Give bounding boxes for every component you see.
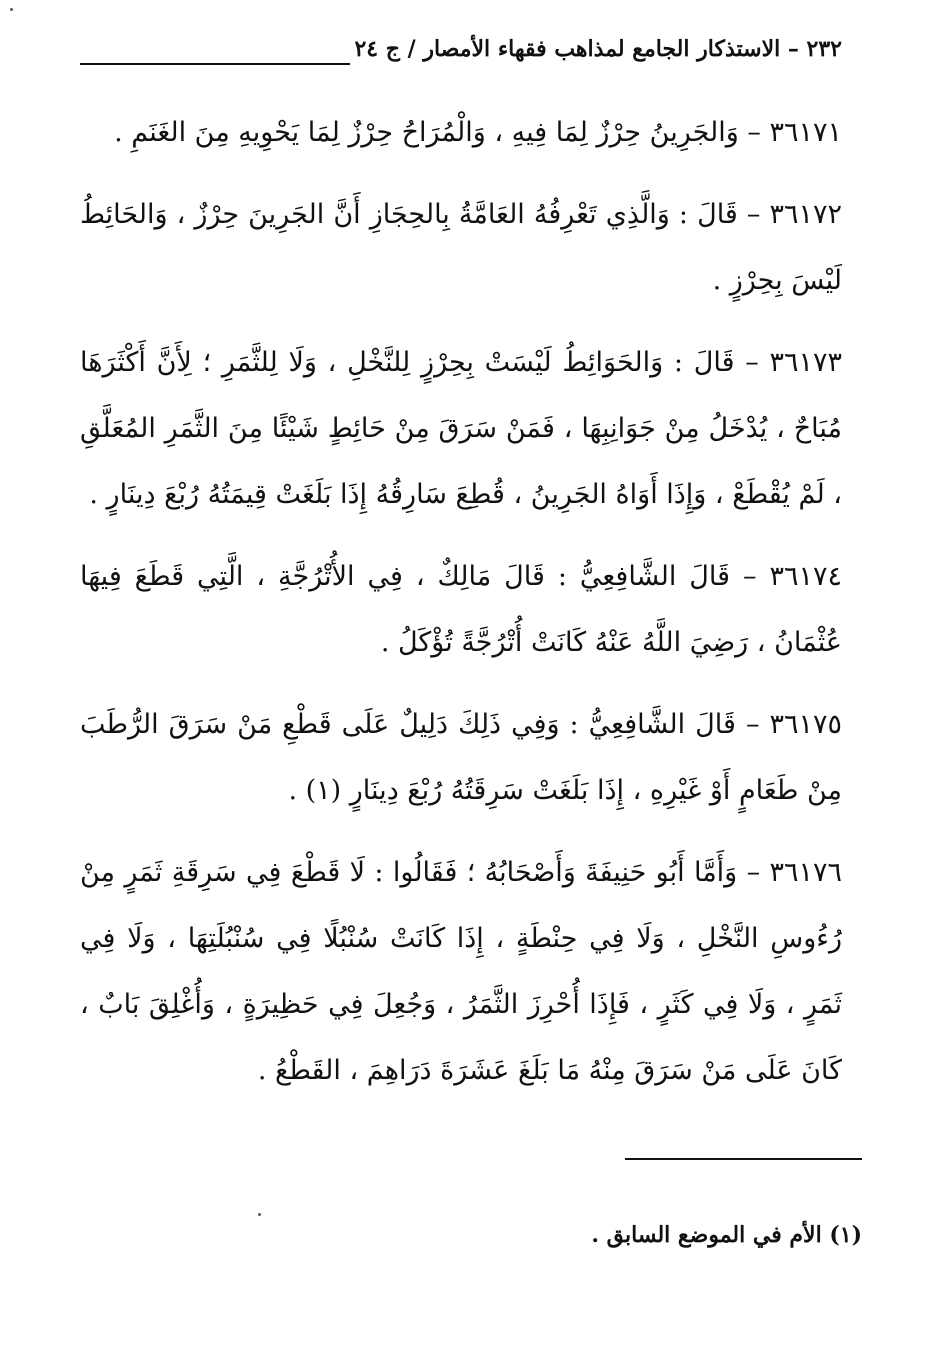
paragraph-36172	[80, 182, 842, 314]
paragraph-text: – قَالَ : وَالَّذِي تَعْرِفُهُ العَامَّةُ بِالحِجَازِ أَنَّ الجَرِينَ حِرْزٌ ، وَالحَائِطُ لَيْسَ بِحِرْزٍ .	[80, 199, 842, 296]
paragraph-number: ٣٦١٧٥	[769, 709, 842, 740]
scan-speck	[10, 8, 13, 11]
header-rule	[80, 63, 350, 65]
footnote: (١) الأم في الموضع السابق .	[591, 1222, 862, 1248]
paragraph-number: ٣٦١٧٣	[769, 347, 842, 378]
paragraph-text: – وَأَمَّا أَبُو حَنِيفَةَ وَأَصْحَابُهُ ؛ فَقَالُوا : لَا قَطْعَ فِي سَرِقَةِ ثَمَرٍ مِنْ رُءُوسِ النَّخْلِ ، وَلَا فِي حِنْطَةٍ ، إِذَا كَانَتْ سُنْبُلًا فِي سُنْبُلَتِهَا ، وَلَا فِي ثَمَرٍ ، وَلَا فِي كَثَرٍ ، فَإِذَا أُحْرِزَ الثَّمَرُ ، وَجُعِلَ فِي حَظِيرَةٍ ، وَأُغْلِقَ بَابٌ ، كَانَ عَلَى مَنْ سَرَقَ مِنْهُ مَا بَلَغَ عَشَرَةَ دَرَاهِمَ ، القَطْعُ .	[80, 857, 842, 1086]
paragraph-number: ٣٦١٧٦	[769, 857, 842, 888]
paragraph-number: ٣٦١٧٤	[769, 561, 842, 592]
paragraph-36171	[80, 100, 842, 166]
scan-speck	[258, 1213, 261, 1216]
page-header	[80, 30, 842, 70]
paragraph-text: – قَالَ الشَّافِعِيُّ : وَفِي ذَلِكَ دَلِيلٌ عَلَى قَطْعِ مَنْ سَرَقَ الرُّطَبَ مِنْ طَعَامٍ أَوْ غَيْرِهِ ، إِذَا بَلَغَتْ سَرِقَتُهُ رُبْعَ دِينَارٍ (١) .	[80, 709, 842, 806]
paragraph-text: – قَالَ : وَالحَوَائِطُ لَيْسَتْ بِحِرْزٍ لِلنَّخْلِ ، وَلَا لِلثَّمَرِ ؛ لِأَنَّ أَكْثَرَهَا مُبَاحٌ ، يُدْخَلُ مِنْ جَوَانِبِهَا ، فَمَنْ سَرَقَ مِنْ حَائِطٍ شَيْئًا مِنَ الثَّمَرِ المُعَلَّقِ ، لَمْ يُقْطَعْ ، وَإِذَا أَوَاهُ الجَرِينُ ، قُطِعَ سَارِقُهُ إِذَا بَلَغَتْ قِيمَتُهُ رُبْعَ دِينَارٍ .	[80, 347, 842, 510]
paragraph-number: ٣٦١٧٢	[769, 199, 842, 230]
paragraph-text: – قَالَ الشَّافِعِيُّ : قَالَ مَالِكٌ ، فِي الأُتْرُجَّةِ ، الَّتِي قَطَعَ فِيهَا عُثْمَانُ ، رَضِيَ اللَّهُ عَنْهُ كَانَتْ أُتْرُجَّةً تُؤْكَلُ .	[80, 561, 842, 658]
page-body	[80, 100, 842, 1120]
paragraph-36173	[80, 330, 842, 528]
running-head: ٢٣٢ – الاستذكار الجامع لمذاهب فقهاء الأمصار / ج ٢٤	[354, 36, 842, 62]
paragraph-36175	[80, 692, 842, 824]
paragraph-36176	[80, 840, 842, 1104]
paragraph-number: ٣٦١٧١	[769, 117, 842, 148]
paragraph-36174	[80, 544, 842, 676]
paragraph-text: – وَالجَرِينُ حِرْزٌ لِمَا فِيهِ ، وَالْمُرَاحُ حِرْزٌ لِمَا يَحْوِيهِ مِنَ الغَنَمِ .	[114, 117, 761, 148]
footnote-rule	[625, 1158, 862, 1160]
